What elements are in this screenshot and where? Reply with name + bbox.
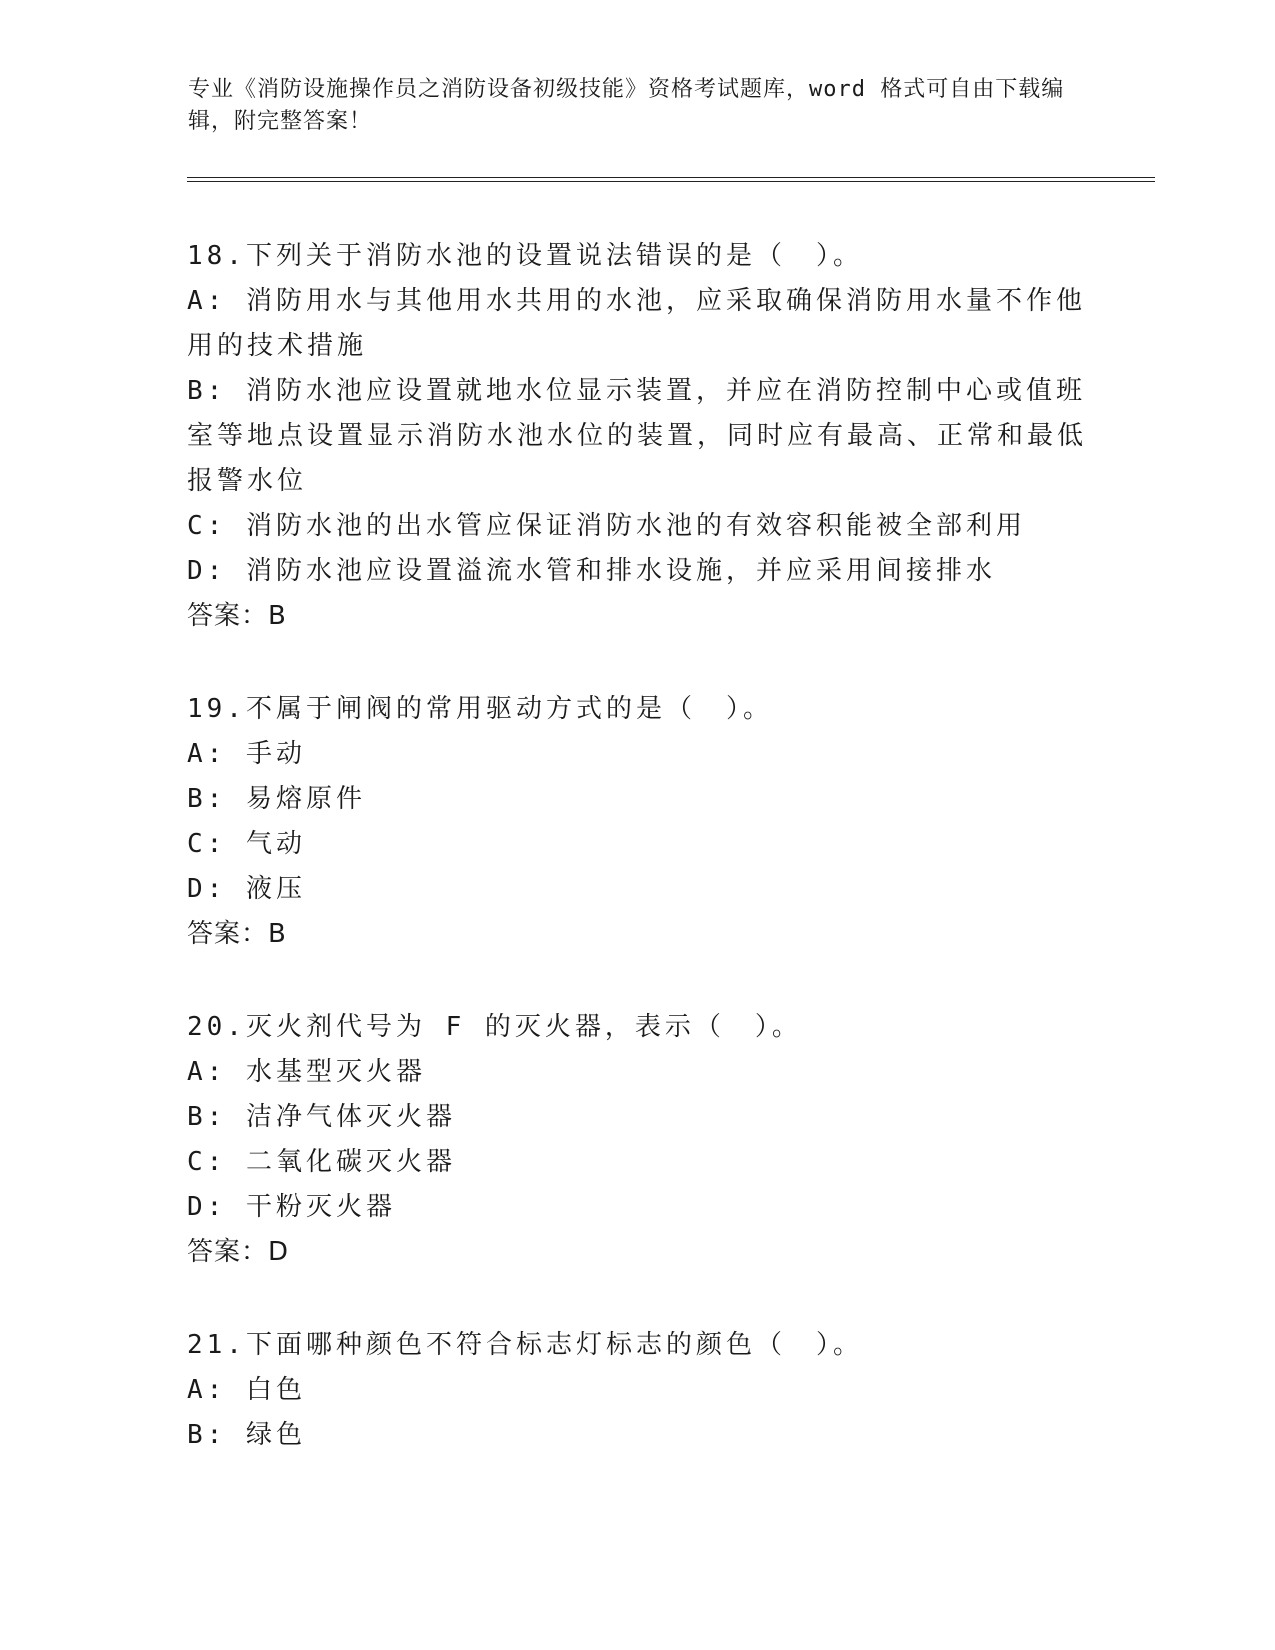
option-d: D: 干粉灭火器 bbox=[187, 1192, 396, 1222]
answer-label: 答案：D bbox=[187, 1237, 290, 1267]
option-b: B: 绿色 bbox=[187, 1420, 306, 1450]
option-b: B: 洁净气体灭火器 bbox=[187, 1102, 456, 1132]
option-d: D: 消防水池应设置溢流水管和排水设施，并应采用间接排水 bbox=[187, 556, 996, 586]
option-a: A: 白色 bbox=[187, 1375, 306, 1405]
question-list bbox=[187, 234, 1087, 1506]
question-item bbox=[187, 1323, 1087, 1458]
answer-label: 答案：B bbox=[187, 601, 287, 631]
question-stem: 18.下列关于消防水池的设置说法错误的是（ ）。 bbox=[187, 241, 863, 271]
question-stem: 21.下面哪种颜色不符合标志灯标志的颜色（ ）。 bbox=[187, 1330, 863, 1360]
question-item bbox=[187, 234, 1087, 639]
option-a: A: 手动 bbox=[187, 739, 306, 769]
question-stem: 20.灭火剂代号为 F 的灭火器，表示（ ）。 bbox=[187, 1012, 802, 1042]
question-item bbox=[187, 687, 1087, 957]
option-b: B: 消防水池应设置就地水位显示装置，并应在消防控制中心或值班室等地点设置显示消防水池水位的装置，同时应有最高、正常和最低报警水位 bbox=[187, 376, 1088, 496]
option-d: D: 液压 bbox=[187, 874, 306, 904]
page-header-text: 专业《消防设施操作员之消防设备初级技能》资格考试题库，word 格式可自由下载编辑，附完整答案！ bbox=[188, 77, 1065, 134]
question-stem: 19.不属于闸阀的常用驱动方式的是（ ）。 bbox=[187, 694, 773, 724]
header-double-rule bbox=[187, 177, 1155, 182]
option-a: A: 消防用水与其他用水共用的水池，应采取确保消防用水量不作他用的技术措施 bbox=[187, 286, 1086, 361]
option-c: C: 消防水池的出水管应保证消防水池的有效容积能被全部利用 bbox=[187, 511, 1026, 541]
option-c: C: 气动 bbox=[187, 829, 306, 859]
option-b: B: 易熔原件 bbox=[187, 784, 366, 814]
option-a: A: 水基型灭火器 bbox=[187, 1057, 426, 1087]
answer-label: 答案：B bbox=[187, 919, 287, 949]
question-item bbox=[187, 1005, 1087, 1275]
option-c: C: 二氧化碳灭火器 bbox=[187, 1147, 456, 1177]
